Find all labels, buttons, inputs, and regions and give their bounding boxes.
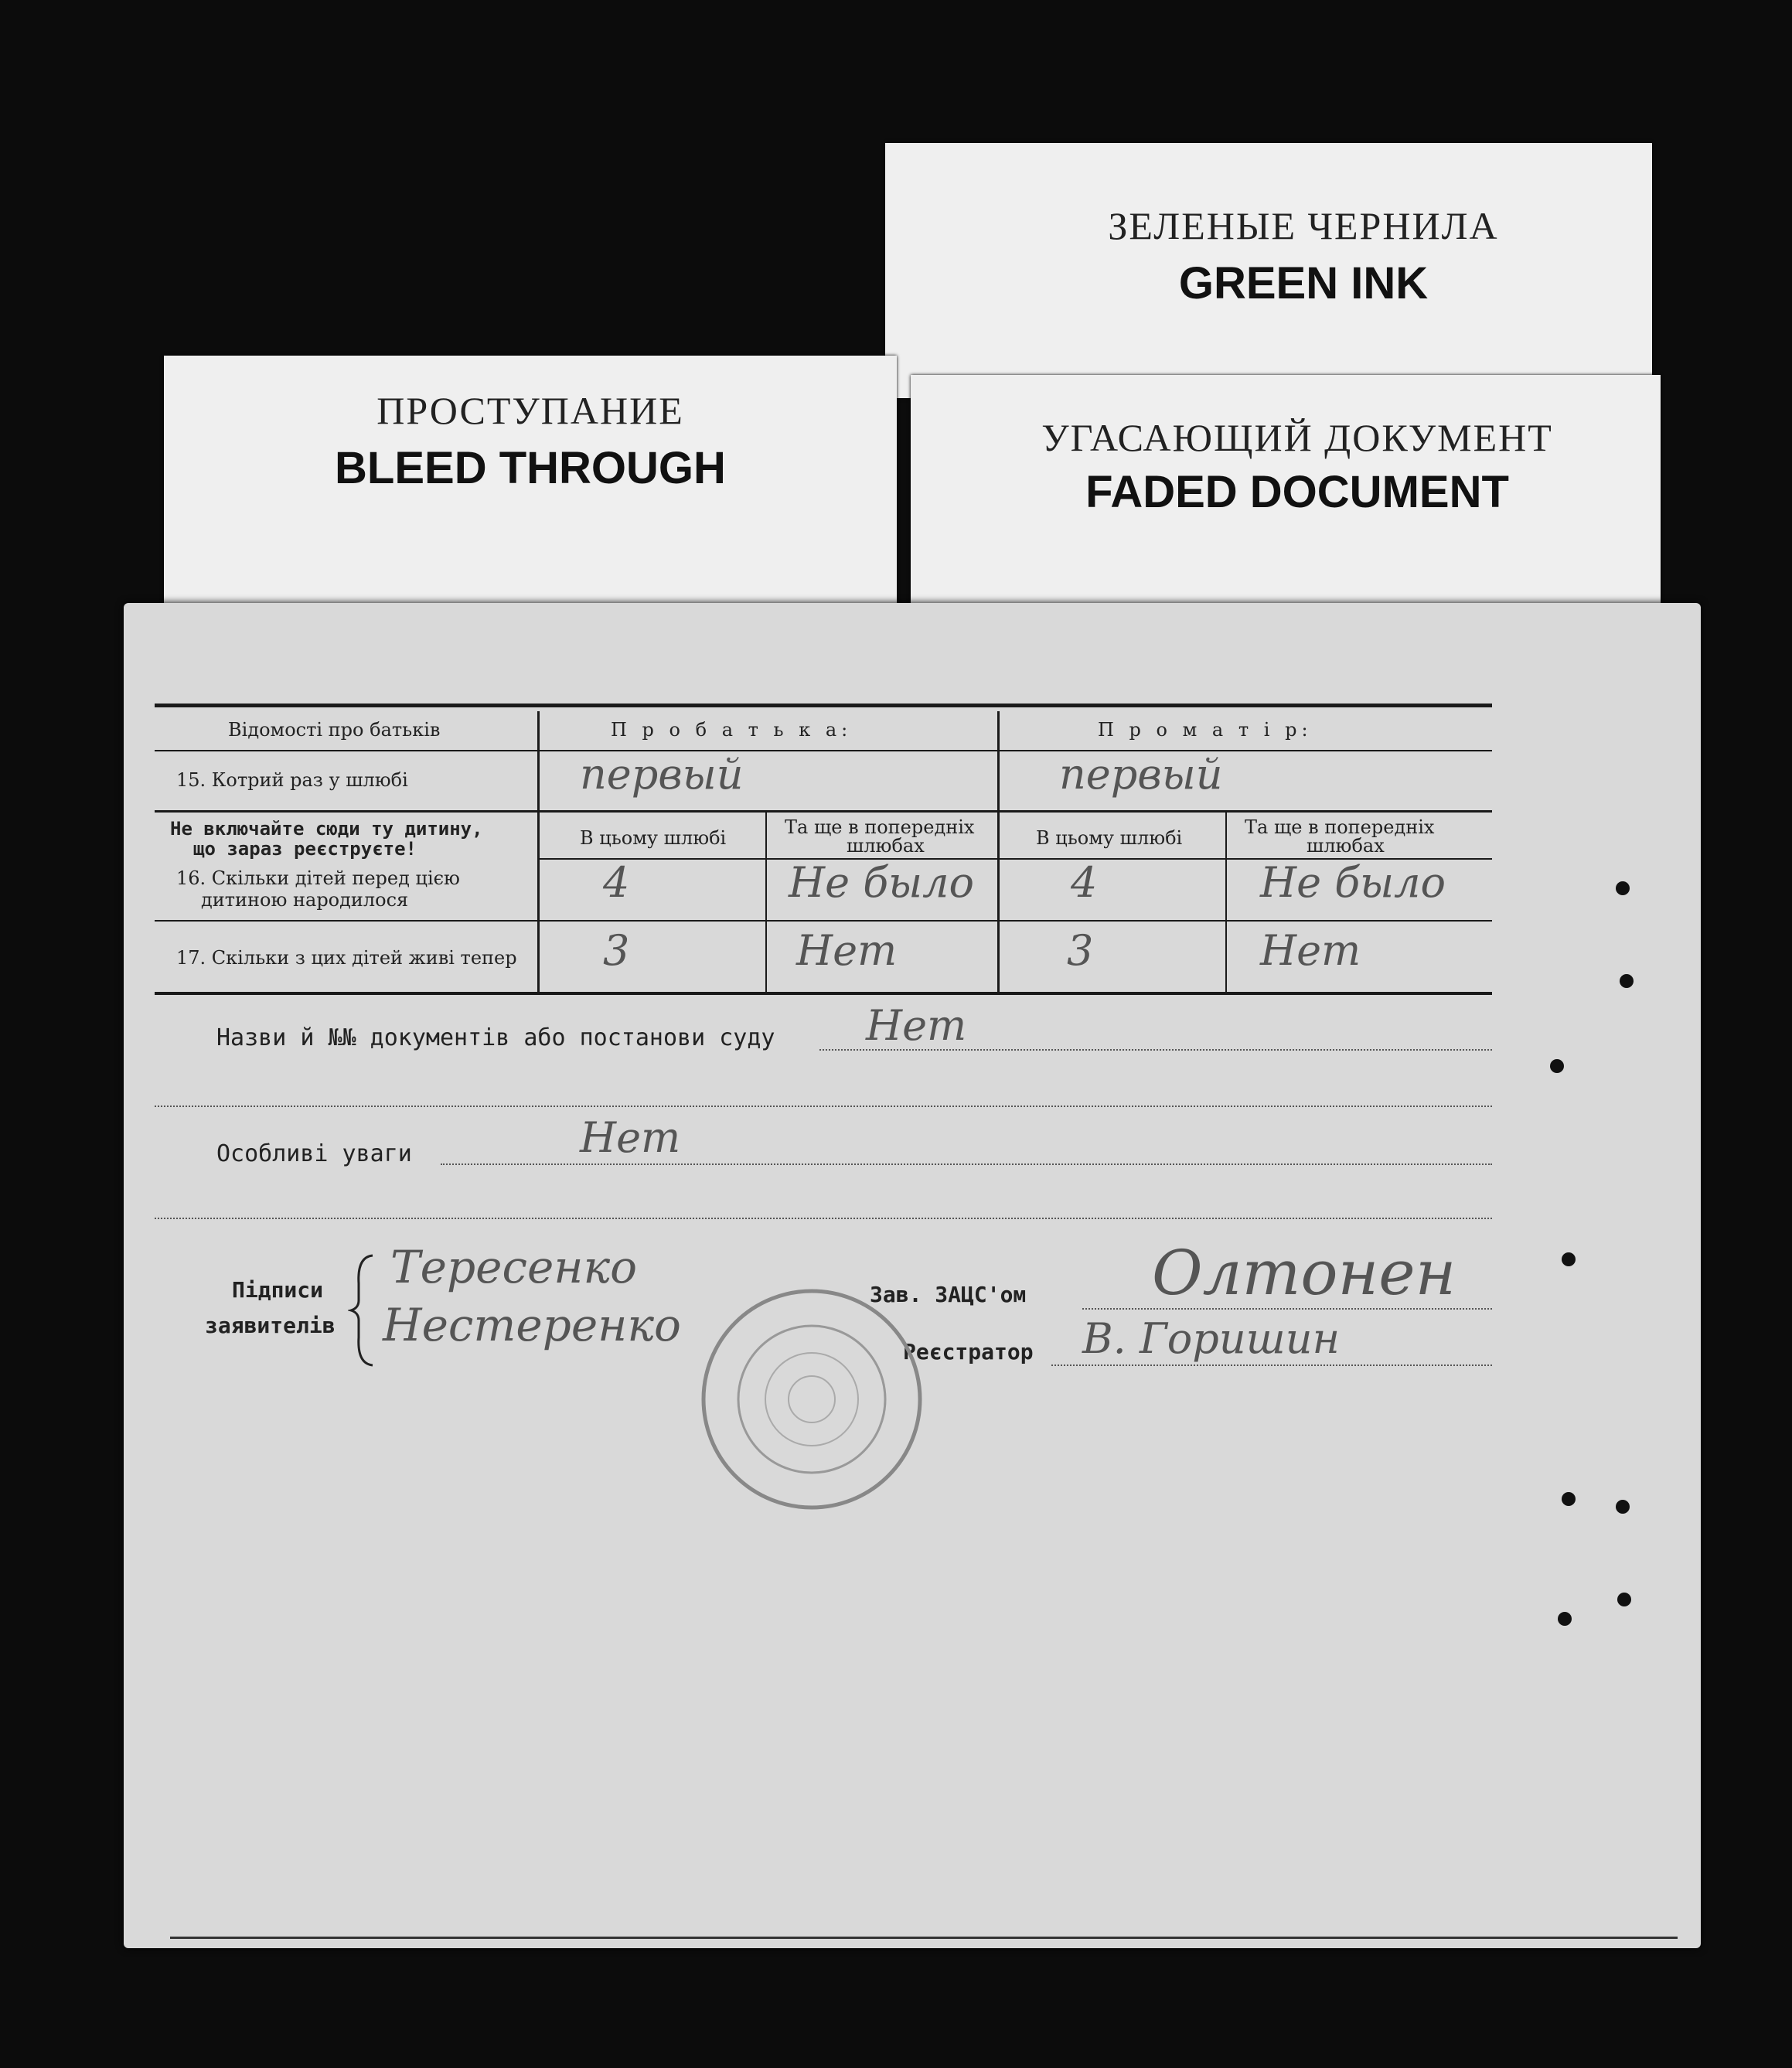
table-rule <box>155 750 1492 751</box>
official-stamp <box>696 1283 928 1515</box>
green-ink-label-en: GREEN INK <box>1178 258 1429 308</box>
registrar-dotted-line <box>1051 1364 1492 1366</box>
documents-dotted-line <box>819 1049 1492 1051</box>
row17-label: 17. Скільки з цих дітей живі тепер <box>176 947 517 969</box>
bleed-through-label-card <box>164 356 897 634</box>
bleed-through-label-ru: ПРОСТУПАНИЕ <box>376 389 684 432</box>
notes-dotted-line-2 <box>155 1218 1492 1219</box>
registrar-label: Реєстратор <box>903 1339 1034 1364</box>
row17-mother-prev: Нет <box>1260 926 1361 975</box>
table-header-mother: П р о м а т і р: <box>1098 719 1313 741</box>
signatures-brace <box>348 1252 379 1368</box>
table-header-parents: Відомості про батьків <box>228 719 441 741</box>
notes-value: Нет <box>580 1113 681 1162</box>
row16-father-this: 4 <box>603 858 630 907</box>
row15-label: 15. Котрий раз у шлюбі <box>176 769 408 791</box>
faded-document-label-ru: УГАСАЮЩИЙ ДОКУМЕНТ <box>1041 416 1553 459</box>
documents-value: Нет <box>866 1001 967 1050</box>
applicant-signature-2: Нестеренко <box>383 1299 681 1351</box>
table-bottom-rule <box>155 992 1492 995</box>
table-top-rule <box>155 704 1492 707</box>
row15-father-value: первый <box>580 750 744 799</box>
table-column-rule <box>1225 812 1227 993</box>
binder-hole <box>1562 1252 1576 1266</box>
signatures-label-line1: Підписи <box>232 1277 324 1303</box>
registration-document <box>124 603 1701 1948</box>
row16-father-prev: Не было <box>789 858 975 907</box>
table-rule <box>155 810 1492 813</box>
registrar-signature: В. Горишин <box>1082 1314 1341 1363</box>
warning-line1: Не включайте сюди ту дитину, <box>170 818 483 840</box>
subheader-mother-prev-line2: шлюбах <box>1307 835 1385 857</box>
head-dotted-line <box>1082 1308 1492 1310</box>
binder-hole <box>1616 881 1630 895</box>
table-header-father: П р о б а т ь к а: <box>611 719 853 741</box>
binder-hole <box>1620 974 1634 988</box>
row17-father-prev: Нет <box>796 926 898 975</box>
notes-label: Особливі уваги <box>216 1140 412 1167</box>
row17-mother-this: 3 <box>1067 926 1094 975</box>
documents-dotted-line-2 <box>155 1106 1492 1107</box>
row15-mother-value: первый <box>1059 750 1223 799</box>
notes-dotted-line <box>441 1163 1492 1165</box>
row16-mother-this: 4 <box>1071 858 1098 907</box>
documents-label: Назви й №№ документів або постанови суду <box>216 1024 775 1051</box>
faded-document-label-en: FADED DOCUMENT <box>1085 467 1509 517</box>
table-column-rule <box>997 711 1000 993</box>
row16-label-line2: дитиною народилося <box>201 889 409 911</box>
subheader-father-prev-line1: Та ще в попередніх <box>785 816 975 838</box>
green-ink-label-card <box>885 143 1652 398</box>
head-label: Зав. ЗАЦС'ом <box>870 1282 1027 1307</box>
row17-father-this: 3 <box>603 926 630 975</box>
table-column-rule <box>765 812 767 993</box>
row16-label-line1: 16. Скільки дітей перед цією <box>176 867 460 889</box>
green-ink-label-ru: ЗЕЛЕНЫЕ ЧЕРНИЛА <box>1108 204 1499 247</box>
subheader-father-prev-line2: шлюбах <box>847 835 925 857</box>
binder-hole <box>1616 1500 1630 1514</box>
document-bottom-rule <box>170 1937 1678 1939</box>
bleed-through-label-en: BLEED THROUGH <box>335 443 726 493</box>
subheader-mother-this-marriage: В цьому шлюбі <box>1036 827 1183 849</box>
binder-hole <box>1562 1492 1576 1506</box>
row16-mother-prev: Не было <box>1260 858 1446 907</box>
binder-hole <box>1558 1612 1572 1626</box>
warning-line2: що зараз реєструєте! <box>193 838 417 860</box>
table-rule <box>155 920 1492 922</box>
signatures-label-line2: заявителів <box>205 1313 336 1338</box>
applicant-signature-1: Тересенко <box>390 1241 638 1293</box>
subheader-mother-prev-line1: Та ще в попередніх <box>1245 816 1435 838</box>
faded-document-label-card <box>911 375 1661 622</box>
table-column-rule <box>537 711 540 993</box>
binder-hole <box>1550 1059 1564 1073</box>
binder-hole <box>1617 1593 1631 1606</box>
head-signature: Олтонен <box>1152 1237 1456 1309</box>
subheader-father-this-marriage: В цьому шлюбі <box>580 827 727 849</box>
